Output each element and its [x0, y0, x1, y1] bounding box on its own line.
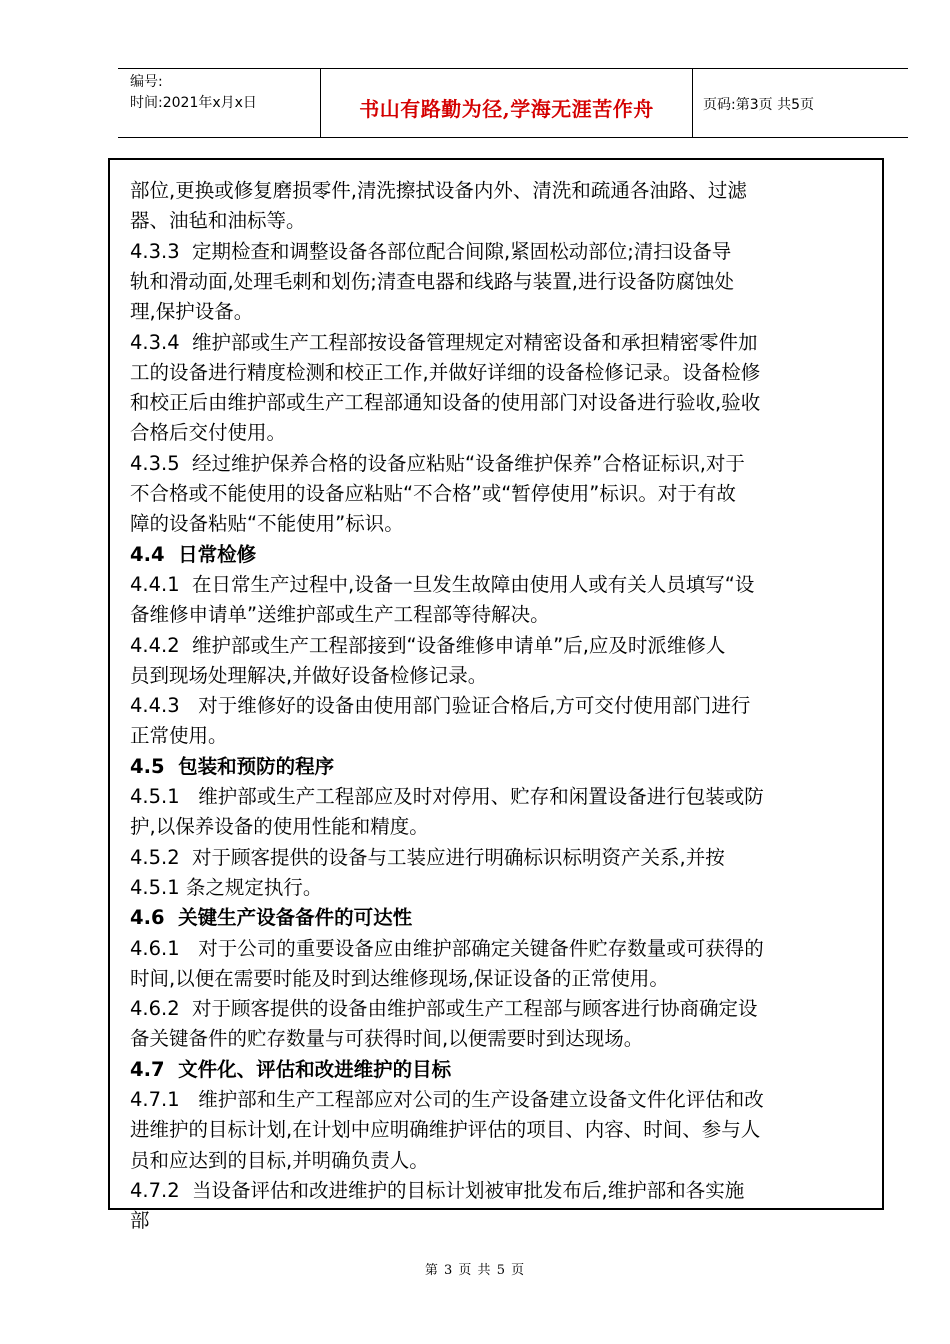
body-text-line: 不合格或不能使用的设备应粘贴“不合格”或“暂停使用”标识。对于有故	[130, 482, 736, 505]
section-heading: 4.4 日常检修	[130, 542, 257, 566]
body-text-line: 4.6.1 对于公司的重要设备应由维护部确定关键备件贮存数量或可获得的	[130, 936, 764, 960]
body-text-line: 4.5.1 条之规定执行。	[130, 875, 323, 899]
header-page-info: 页码:第3页 共5页	[703, 97, 814, 113]
body-text-line: 4.4.3 对于维修好的设备由使用部门验证合格后,方可交付使用部门进行	[130, 694, 751, 718]
document-number-label: 编号:	[130, 74, 163, 90]
body-text-line: 4.3.4 维护部或生产工程部按设备管理规定对精密设备和承担精密零件加	[130, 330, 758, 354]
body-text-line: 4.5.2 对于顾客提供的设备与工装应进行明确标识标明资产关系,并按	[130, 845, 725, 869]
page-header	[118, 68, 908, 138]
body-text-line: 员到现场处理解决,并做好设备检修记录。	[130, 663, 488, 687]
body-text-line: 轨和滑动面,处理毛刺和划伤;清查电器和线路与装置,进行设备防腐蚀处	[130, 269, 734, 293]
content-box	[108, 158, 884, 1233]
header-left-cell	[118, 69, 321, 137]
page-footer: 第 3 页 共 5 页	[424, 1263, 526, 1278]
body-text-line: 护,以保养设备的使用性能和精度。	[130, 815, 429, 839]
body-text-line: 器、油毡和油标等。	[130, 209, 306, 233]
header-right-cell	[693, 69, 908, 137]
body-text-line: 4.4.1 在日常生产过程中,设备一旦发生故障由使用人或有关人员填写“设	[130, 572, 755, 596]
body-text-line: 理,保护设备。	[130, 300, 254, 324]
body-text-line: 备维修申请单”送维护部或生产工程部等待解决。	[130, 603, 550, 627]
document-time-label: 时间:2021年x月x日	[130, 95, 257, 111]
section-heading: 4.5 包装和预防的程序	[130, 754, 335, 778]
body-text-line: 4.5.1 维护部或生产工程部应及时对停用、贮存和闲置设备进行包装或防	[130, 785, 764, 808]
body-text-line: 进维护的目标计划,在计划中应明确维护评估的项目、内容、时间、参与人	[130, 1118, 761, 1142]
body-text-line: 备关键备件的贮存数量与可获得时间,以便需要时到达现场。	[130, 1027, 644, 1051]
header-motto-cell	[321, 69, 693, 137]
body-text-line: 和校正后由维护部或生产工程部通知设备的使用部门对设备进行验收,验收	[130, 391, 761, 415]
body-text-line: 4.6.2 对于顾客提供的设备由维护部或生产工程部与顾客进行协商确定设	[130, 997, 758, 1021]
body-text-line: 4.4.2 维护部或生产工程部接到“设备维修申请单”后,应及时派维修人	[130, 633, 726, 657]
body-text-line: 正常使用。	[130, 724, 228, 748]
body-text-line: 4.3.5 经过维护保养合格的设备应粘贴“设备维护保养”合格证标识,对于	[130, 451, 745, 475]
body-text-line: 4.3.3 定期检查和调整设备各部位配合间隙,紧固松动部位;清扫设备导	[130, 239, 732, 263]
header-motto: 书山有路勤为径,学海无涯苦作舟	[359, 97, 654, 121]
section-heading: 4.7 文件化、评估和改进维护的目标	[130, 1057, 452, 1081]
body-text-line: 部	[130, 1209, 150, 1233]
body-text-line: 工的设备进行精度检测和校正工作,并做好详细的设备检修记录。设备检修	[130, 360, 761, 384]
body-text-line: 4.7.1 维护部和生产工程部应对公司的生产设备建立设备文件化评估和改	[130, 1088, 764, 1111]
body-text-line: 4.7.2 当设备评估和改进维护的目标计划被审批发布后,维护部和各实施	[130, 1178, 745, 1202]
body-text-line: 障的设备粘贴“不能使用”标识。	[130, 512, 404, 536]
body-text-line: 合格后交付使用。	[130, 421, 287, 445]
section-heading: 4.6 关键生产设备备件的可达性	[130, 906, 413, 930]
body-text-line: 员和应达到的目标,并明确负责人。	[130, 1148, 429, 1172]
body-text-line: 时间,以便在需要时能及时到达维修现场,保证设备的正常使用。	[130, 966, 669, 990]
body-text-line: 部位,更换或修复磨损零件,清洗擦拭设备内外、清洗和疏通各油路、过滤	[130, 179, 747, 202]
